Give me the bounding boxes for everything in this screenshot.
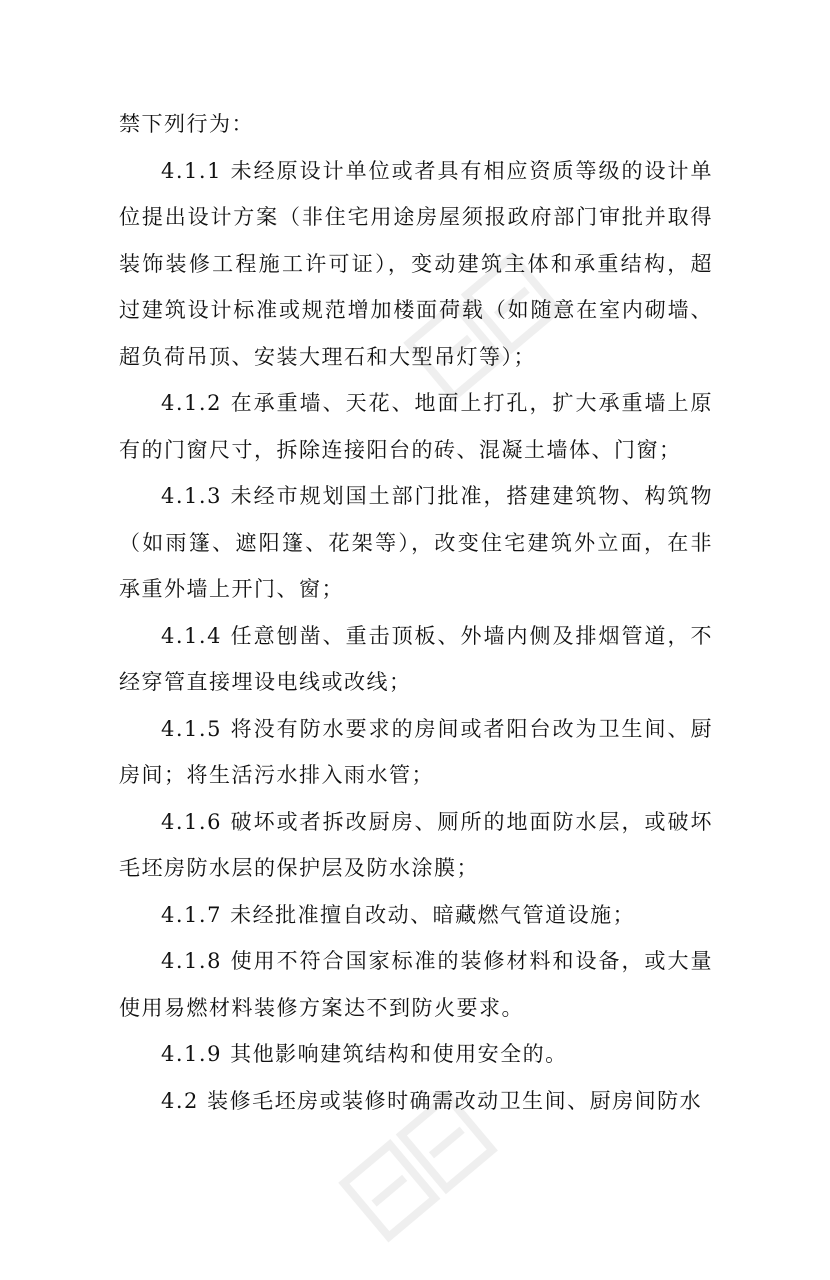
document-body [119, 101, 713, 1124]
paragraph-4-1-1: 4.1.1 未经原设计单位或者具有相应资质等级的设计单位提出设计方案（非住宅用途房屋须报政府部门审批并取得装饰装修工程施工许可证），变动建筑主体和承重结构，超过建筑设计标准或规范增加楼面荷载（如随意在室内砌墙、超负荷吊顶、安装大理石和大型吊灯等）； [119, 158, 713, 369]
paragraph-4-1-6: 4.1.6 破坏或者拆改厨房、厕所的地面防水层，或破坏毛坯房防水层的保护层及防水涂膜； [119, 809, 713, 880]
paragraph-intro: 禁下列行为： [119, 112, 254, 136]
paragraph-4-1-8: 4.1.8 使用不符合国家标准的装修材料和设备，或大量使用易燃材料装修方案达不到防火要求。 [119, 949, 713, 1020]
paragraph-4-1-3: 4.1.3 未经市规划国土部门批准，搭建建筑物、构筑物（如雨篷、遮阳篷、花架等），改变住宅建筑外立面，在非承重外墙上开门、窗； [119, 484, 713, 601]
paragraph-4-1-2: 4.1.2 在承重墙、天花、地面上打孔，扩大承重墙上原有的门窗尺寸，拆除连接阳台的砖、混凝土墙体、门窗； [119, 391, 713, 462]
paragraph-4-1-5: 4.1.5 将没有防水要求的房间或者阳台改为卫生间、厨房间；将生活污水排入雨水管； [119, 716, 713, 787]
paragraph-4-1-7: 4.1.7 未经批准擅自改动、暗藏燃气管道设施； [161, 902, 636, 927]
paragraph-4-1-4: 4.1.4 任意刨凿、重击顶板、外墙内侧及排烟管道，不经穿管直接埋设电线或改线； [119, 623, 713, 694]
paragraph-4-1-9: 4.1.9 其他影响建筑结构和使用安全的。 [161, 1042, 568, 1066]
paragraph-4-2: 4.2 装修毛坯房或装修时确需改动卫生间、厨房间防水 [161, 1088, 703, 1113]
